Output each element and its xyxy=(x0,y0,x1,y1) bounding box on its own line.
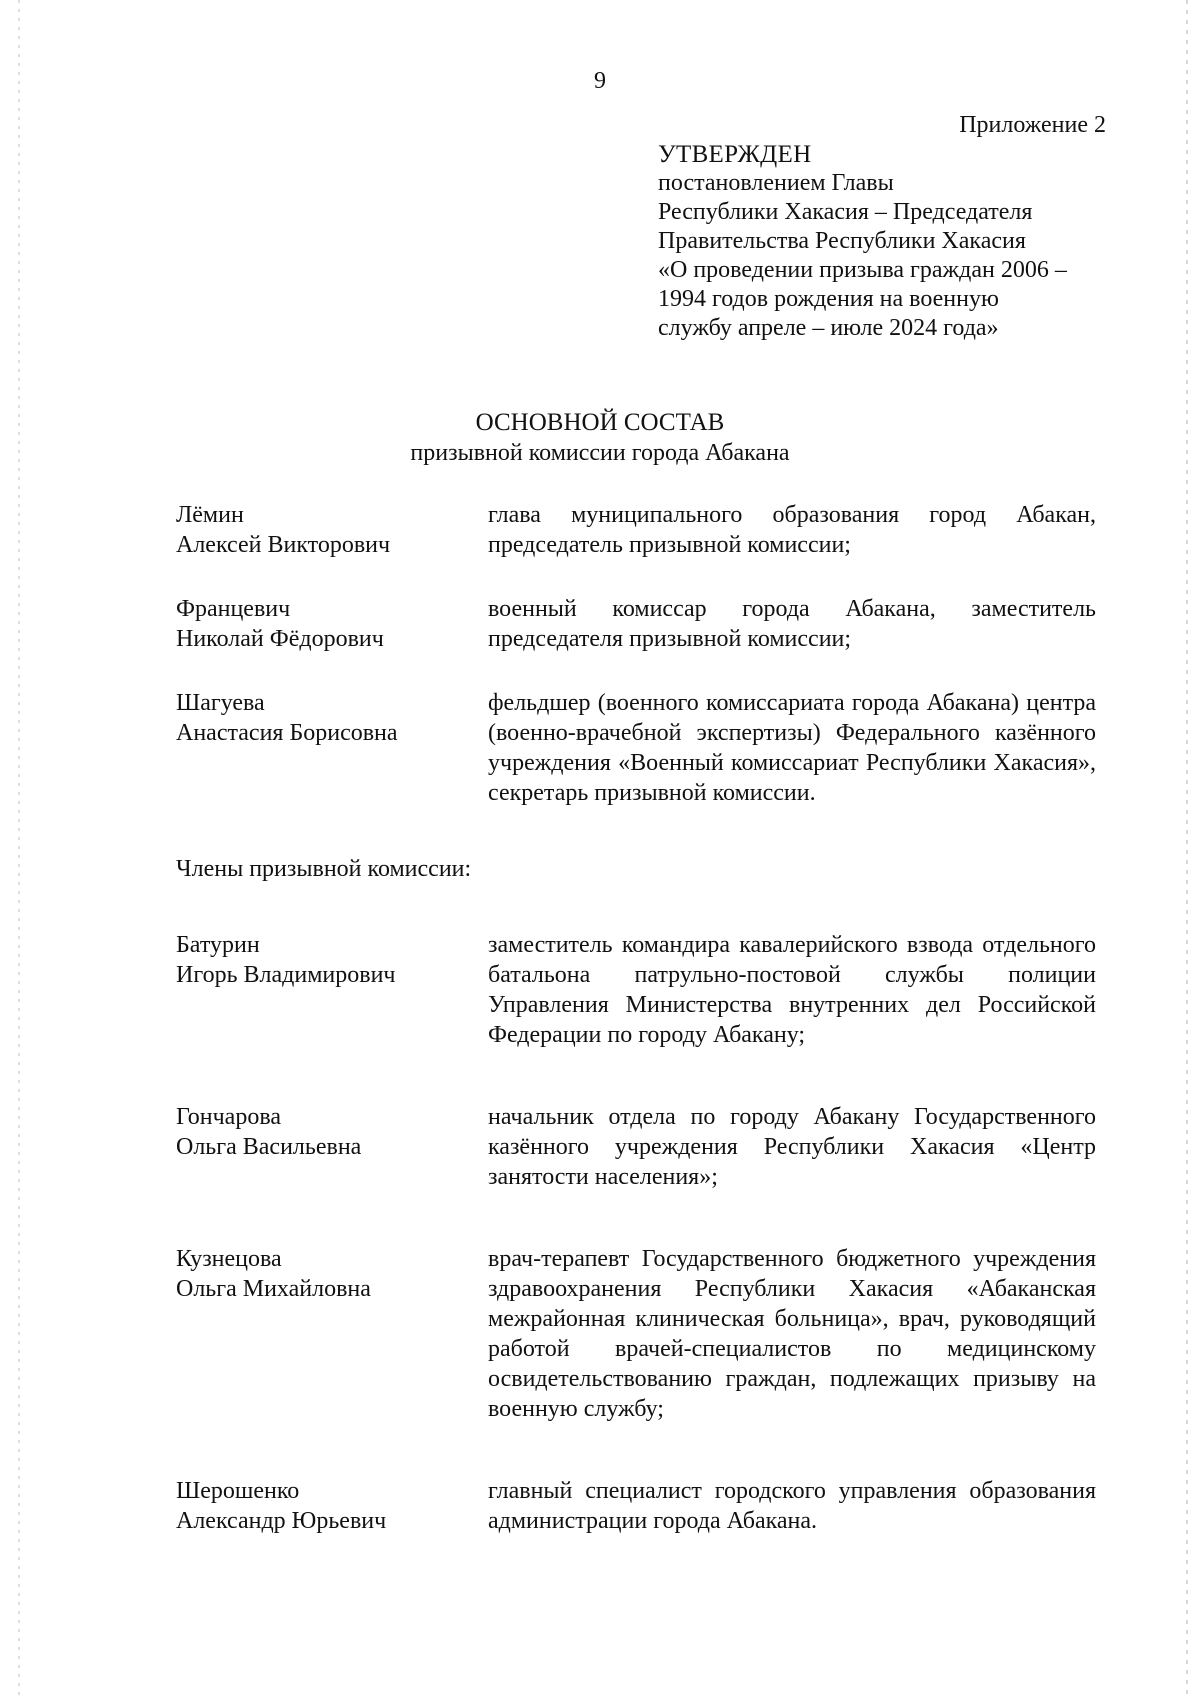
page-number: 9 xyxy=(594,68,606,94)
approval-line: Республики Хакасия – Председателя xyxy=(658,199,1033,225)
member-surname: Кузнецова xyxy=(176,1246,282,1272)
member-role: военный комиссар города Абакана, заместитель председателя призывной комиссии; xyxy=(488,596,1096,652)
member-surname: Шагуева xyxy=(176,690,265,716)
member-role: главный специалист городского управления образования администрации города Абакана. xyxy=(488,1478,1096,1534)
member-name xyxy=(176,500,488,560)
member-role: начальник отдела по городу Абакану Государственного казённого учреждения Республики Хакасия «Центр занятости населения»; xyxy=(488,1104,1096,1190)
member-given-names: Александр Юрьевич xyxy=(176,1508,387,1534)
member-surname: Шерошенко xyxy=(176,1478,300,1504)
member-role: врач-терапевт Государственного бюджетного учреждения здравоохранения Республики Хакасия «Абаканская межрайонная клиническая больница», врач, руководящий работой врачей-специалистов по медицинскому освидетельствованию граждан, подлежащих призыву на военную службу; xyxy=(488,1246,1096,1422)
member-given-names: Анастасия Борисовна xyxy=(176,720,398,746)
leader-entry xyxy=(176,688,1096,808)
member-role: заместитель командира кавалерийского взвода отдельного батальона патрульно-постовой службы полиции Управления Министерства внутренних дел Российской Федерации по городу Абакану; xyxy=(488,932,1096,1048)
approval-title: УТВЕРЖДЕН xyxy=(658,141,812,168)
member-surname: Францевич xyxy=(176,596,291,622)
member-given-names: Алексей Викторович xyxy=(176,532,391,558)
approval-line: 1994 годов рождения на военную xyxy=(658,286,999,312)
leader-entry xyxy=(176,500,1096,560)
member-entry xyxy=(176,930,1096,1050)
appendix-label: Приложение 2 xyxy=(959,112,1106,138)
member-entry xyxy=(176,1244,1096,1424)
member-role: глава муниципального образования город Абакан, председатель призывной комиссии; xyxy=(488,502,1096,558)
member-surname: Батурин xyxy=(176,932,260,958)
member-name xyxy=(176,930,488,1050)
member-entry xyxy=(176,1102,1096,1192)
member-given-names: Ольга Михайловна xyxy=(176,1276,371,1302)
member-given-names: Николай Фёдорович xyxy=(176,626,384,652)
commission-list xyxy=(176,500,1096,1536)
document-subtitle: призывной комиссии города Абакана xyxy=(410,440,790,466)
approval-line: постановлением Главы xyxy=(658,170,894,196)
approval-line: службу апреле – июле 2024 года» xyxy=(658,315,999,341)
scan-edge-right xyxy=(1186,0,1188,1698)
member-name xyxy=(176,1476,488,1536)
member-surname: Лёмин xyxy=(176,502,244,528)
members-heading: Члены призывной комиссии: xyxy=(176,856,472,882)
member-name xyxy=(176,594,488,654)
leader-entry xyxy=(176,594,1096,654)
approval-block xyxy=(658,140,1118,343)
member-name xyxy=(176,1102,488,1192)
member-surname: Гончарова xyxy=(176,1104,281,1130)
member-name xyxy=(176,1244,488,1424)
member-given-names: Игорь Владимирович xyxy=(176,962,396,988)
member-role: фельдшер (военного комиссариата города Абакана) центра (военно-врачебной экспертизы) Федерального казённого учреждения «Военный комиссариат Республики Хакасия», секретарь призывной комиссии. xyxy=(488,690,1096,806)
member-entry xyxy=(176,1476,1096,1536)
member-given-names: Ольга Васильевна xyxy=(176,1134,362,1160)
approval-line: «О проведении призыва граждан 2006 – xyxy=(658,257,1067,283)
approval-line: Правительства Республики Хакасия xyxy=(658,228,1026,254)
document-title: ОСНОВНОЙ СОСТАВ xyxy=(475,409,725,436)
member-name xyxy=(176,688,488,808)
scan-edge-left xyxy=(18,0,20,1698)
